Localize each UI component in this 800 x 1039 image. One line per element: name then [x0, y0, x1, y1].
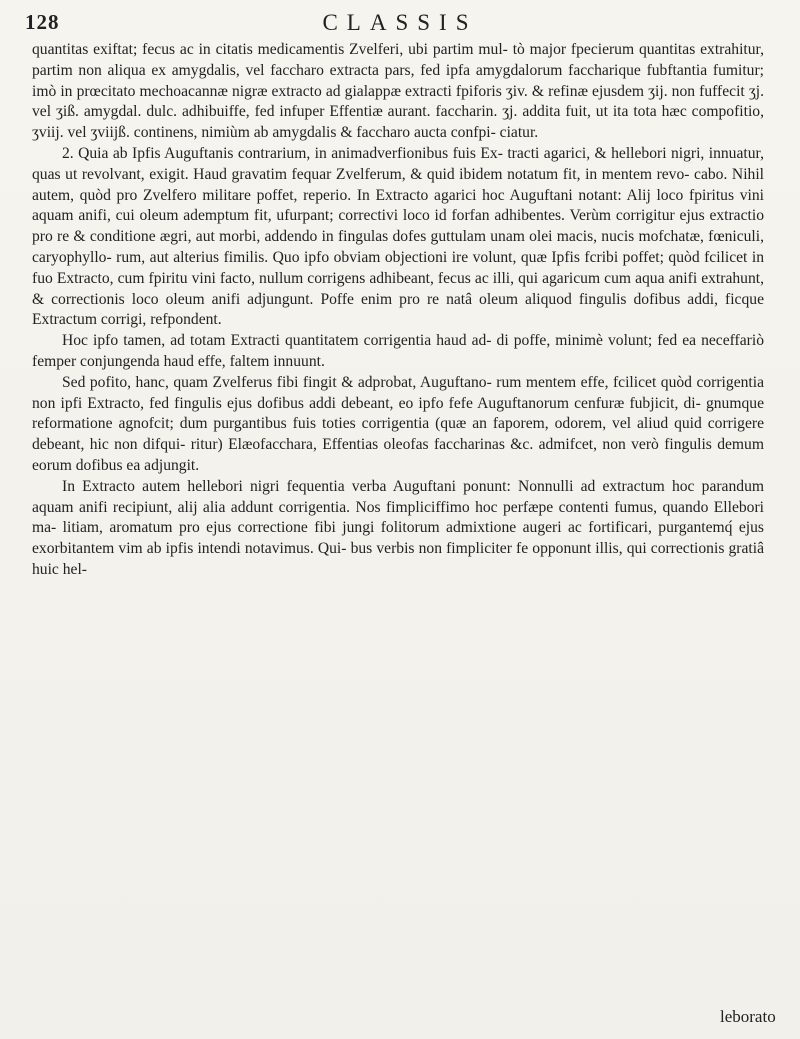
paragraph-3: Hoc ipfo tamen, ad totam Extracti quantitatem corrigentia haud ad- di poffe, minimè volunt; fed ea neceffariò femper conjungenda haud effe, faltem innuunt.	[32, 332, 764, 370]
running-head: CLASSIS	[322, 10, 478, 35]
catchword: leborato	[720, 1007, 776, 1026]
body-text	[32, 40, 764, 581]
paragraph-2: 2. Quia ab Ipfis Auguftanis contrarium, in animadverfionibus fuis Ex- tracti agarici, & hellebori nigri, innuatur, quas ut revolvant, exigit. Haud gravatim fequar Zvelferum, & quid ibidem notatum fit, in mentem revo- cabo. Nihil autem, quòd pro Zvelfero militare poffet, reperio. In Extracto agarici hoc Auguftani notant: Alij loco fpiritus vini aquam anifi, cui oleum ademptum fit, ufurpant; correctivi loco id forfan adhibentes. Verùm corrigitur ejus extractio pro re & conditione ægri, aut morbi, addendo in fingulas dofes guttulam unam olei macis, nucis mofchatæ, fœniculi, caryophyllo- rum, aut alterius fimilis. Quo ipfo obviam objectioni ire volunt, quæ Ipfis fcribi poffet; quòd fcilicet in fuo Extracto, cum fpiritu vini facto, nullum corrigens adhibeant, fecus ac illi, qui agaricum cum aqua anifi extrahunt, & correctionis loco oleum anifi adjungunt. Poffe enim pro re natâ oleum aliquod fingulis dofibus addi, ficque Extractum corrigi, refpondent.	[32, 144, 764, 329]
page-number: 128	[25, 10, 60, 34]
paragraph-5: In Extracto autem hellebori nigri fequentia verba Auguftani ponunt: Nonnulli ad extractum hoc parandum aquam anifi recipiunt, alij alia addunt corrigentia. Nos fimpliciffimo hoc perfæpe contenti fumus, quando Ellebori ma- litiam, aromatum pro ejus correctione fibi jungi folitorum admixtione augeri ac fortificari, purgantemq́ ejus exorbitantem vim ab ipfis intendi notavimus. Qui- bus verbis non fimpliciter fe opponunt illis, qui correctionis gratiâ huic hel-	[32, 477, 764, 578]
paragraph-4: Sed pofito, hanc, quam Zvelferus fibi fingit & adprobat, Auguftano- rum mentem effe, fcilicet quòd corrigentia non ipfi Extracto, fed fingulis ejus dofibus addi debeant, eo ipfo fefe Auguftanorum cenfuræ fubjicit, di- gnumque reformatione agnofcit; dum purgantibus fuis toties corrigentia (quæ an faporem, odorem, vel aliud quid corrigere debeant, hic non difqui- ritur) Elæofacchara, Effentias oleofas faccharinas &c. admifcet, non verò fingulis demum eorum dofibus ea adjungit.	[32, 373, 764, 474]
paragraph-1: quantitas exiftat; fecus ac in citatis medicamentis Zvelferi, ubi partim mul- tò major fpecierum quantitas extrahitur, partim non aliqua ex amygdalis, vel faccharo extracta pars, fed ipfa amygdalorum faccharique fubftantia fumitur; imò in prœcitato mechoacannæ nigræ extracto ad gialappæ extracti fpiforis ʒiv. & refinæ ejusdem ʒij. non fuffecit ʒj. vel ʒiß. amygdal. dulc. adhibuiffe, fed infuper Effentiæ aurant. faccharin. ʒj. addita fuit, ut ita tota hæc compofitio, ʒviij. vel ʒviijß. continens, nimiùm ab amygdalis & faccharo aucta confpi- ciatur.	[32, 41, 764, 142]
page-header	[25, 10, 775, 38]
